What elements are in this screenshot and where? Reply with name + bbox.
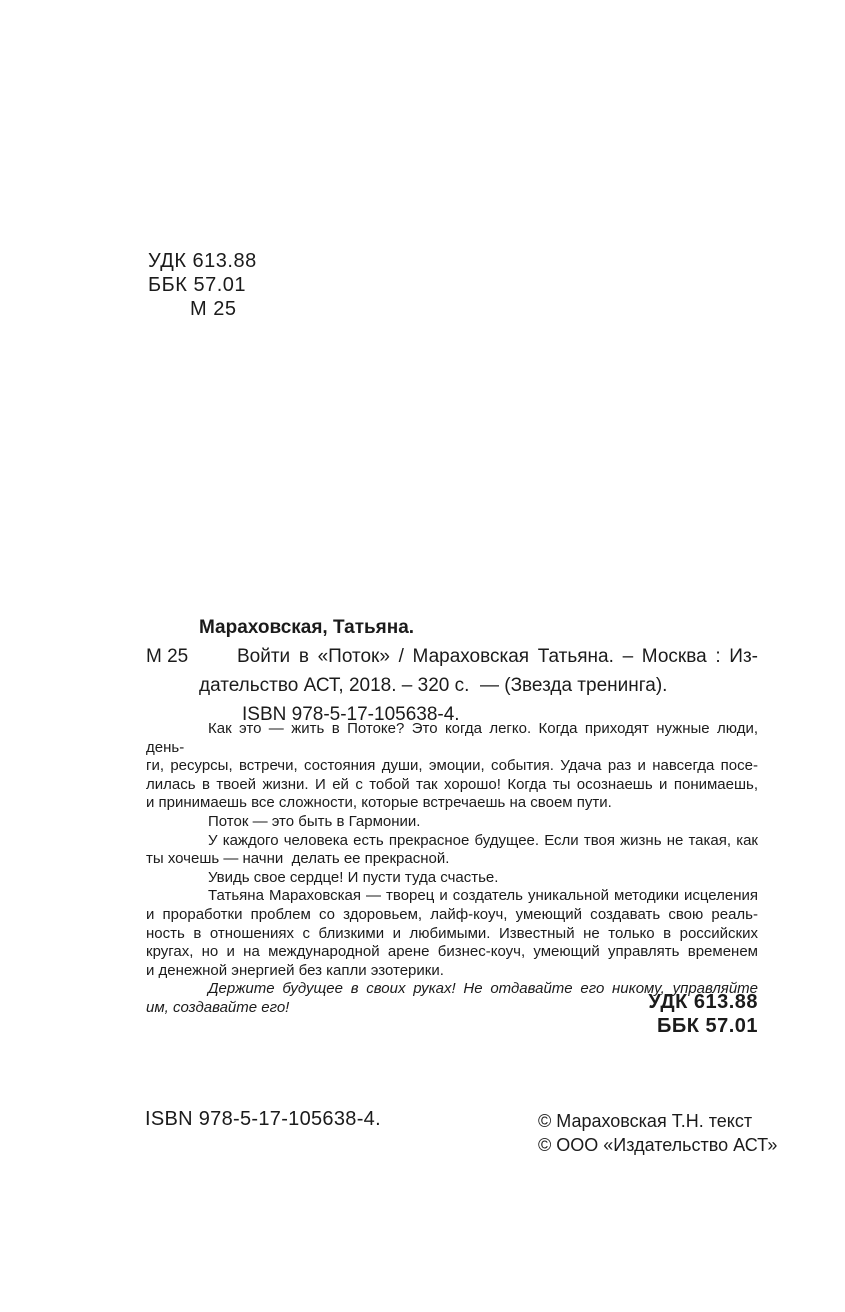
isbn-footer: ISBN 978-5-17-105638-4. <box>145 1108 381 1130</box>
annotation-block <box>146 720 758 1018</box>
title-statement: Войти в «Поток» / Мараховская Татьяна. – Москва : Из- <box>237 646 758 667</box>
annotation-quote-line: им, создавайте его! <box>146 998 290 1016</box>
annotation-line: и принимаешь все сложности, которые встречаешь на своем пути. <box>146 794 612 812</box>
annotation-line: Как это — жить в Потоке? Это когда легко. Когда приходят нужные люди, день- <box>146 720 758 756</box>
annotation-quote-line: Держите будущее в своих руках! Не отдавайте его никому, управляйте <box>208 980 758 998</box>
annotation-line: ность в отношениях с близкими и любимыми. Известный не только в российских <box>146 924 758 942</box>
author-sign-code-top: М 25 <box>190 298 237 320</box>
classification-codes-top <box>148 249 257 321</box>
annotation-line: ты хочешь — начни делать ее прекрасной. <box>146 850 450 868</box>
copyright-author: © Мараховская Т.Н. текст <box>538 1111 753 1131</box>
annotation-line: ги, ресурсы, встречи, состояния души, эмоции, события. Удача раз и навсегда посе- <box>146 757 758 775</box>
annotation-line: Татьяна Мараховская — творец и создатель уникальной методики исцеления <box>208 887 758 905</box>
copyright-publisher: © ООО «Издательство АСТ» <box>538 1134 778 1155</box>
author-heading: Мараховская, Татьяна. <box>199 617 415 638</box>
annotation-line: и проработки проблем со здоровьем, лайф-коуч, умеющий создавать свою реаль- <box>146 905 758 923</box>
annotation-line: кругах, но и на международной арене бизнес-коуч, умеющий управлять временем <box>146 943 758 961</box>
classification-codes-bottom <box>648 991 758 1038</box>
biblio-isbn-line: ISBN 978-5-17-105638-4. <box>242 704 460 725</box>
udc-code-top: УДК 613.88 <box>148 250 257 272</box>
udc-code-bottom: УДК 613.88 <box>648 991 758 1013</box>
copyright-block <box>538 1110 777 1157</box>
margin-author-code: М 25 <box>146 646 189 667</box>
annotation-line: У каждого человека есть прекрасное будущее. Если твоя жизнь не такая, как <box>208 831 758 849</box>
bbk-code-top: ББК 57.01 <box>148 274 247 296</box>
bibliographic-record <box>146 613 758 729</box>
annotation-line: Поток — это быть в Гармонии. <box>208 812 421 830</box>
annotation-line: и денежной энергией без капли эзотерики. <box>146 961 444 979</box>
annotation-line: лилась в твоей жизни. И ей с тобой так хорошо! Когда ты осознаешь и понимаешь, <box>146 775 758 793</box>
bbk-code-bottom: ББК 57.01 <box>656 1014 758 1037</box>
biblio-title-line <box>146 642 758 671</box>
annotation-line: Увидь свое сердце! И пусти туда счастье. <box>208 868 499 886</box>
biblio-imprint-line: дательство АСТ, 2018. – 320 с. — (Звезда тренинга). <box>199 675 668 696</box>
